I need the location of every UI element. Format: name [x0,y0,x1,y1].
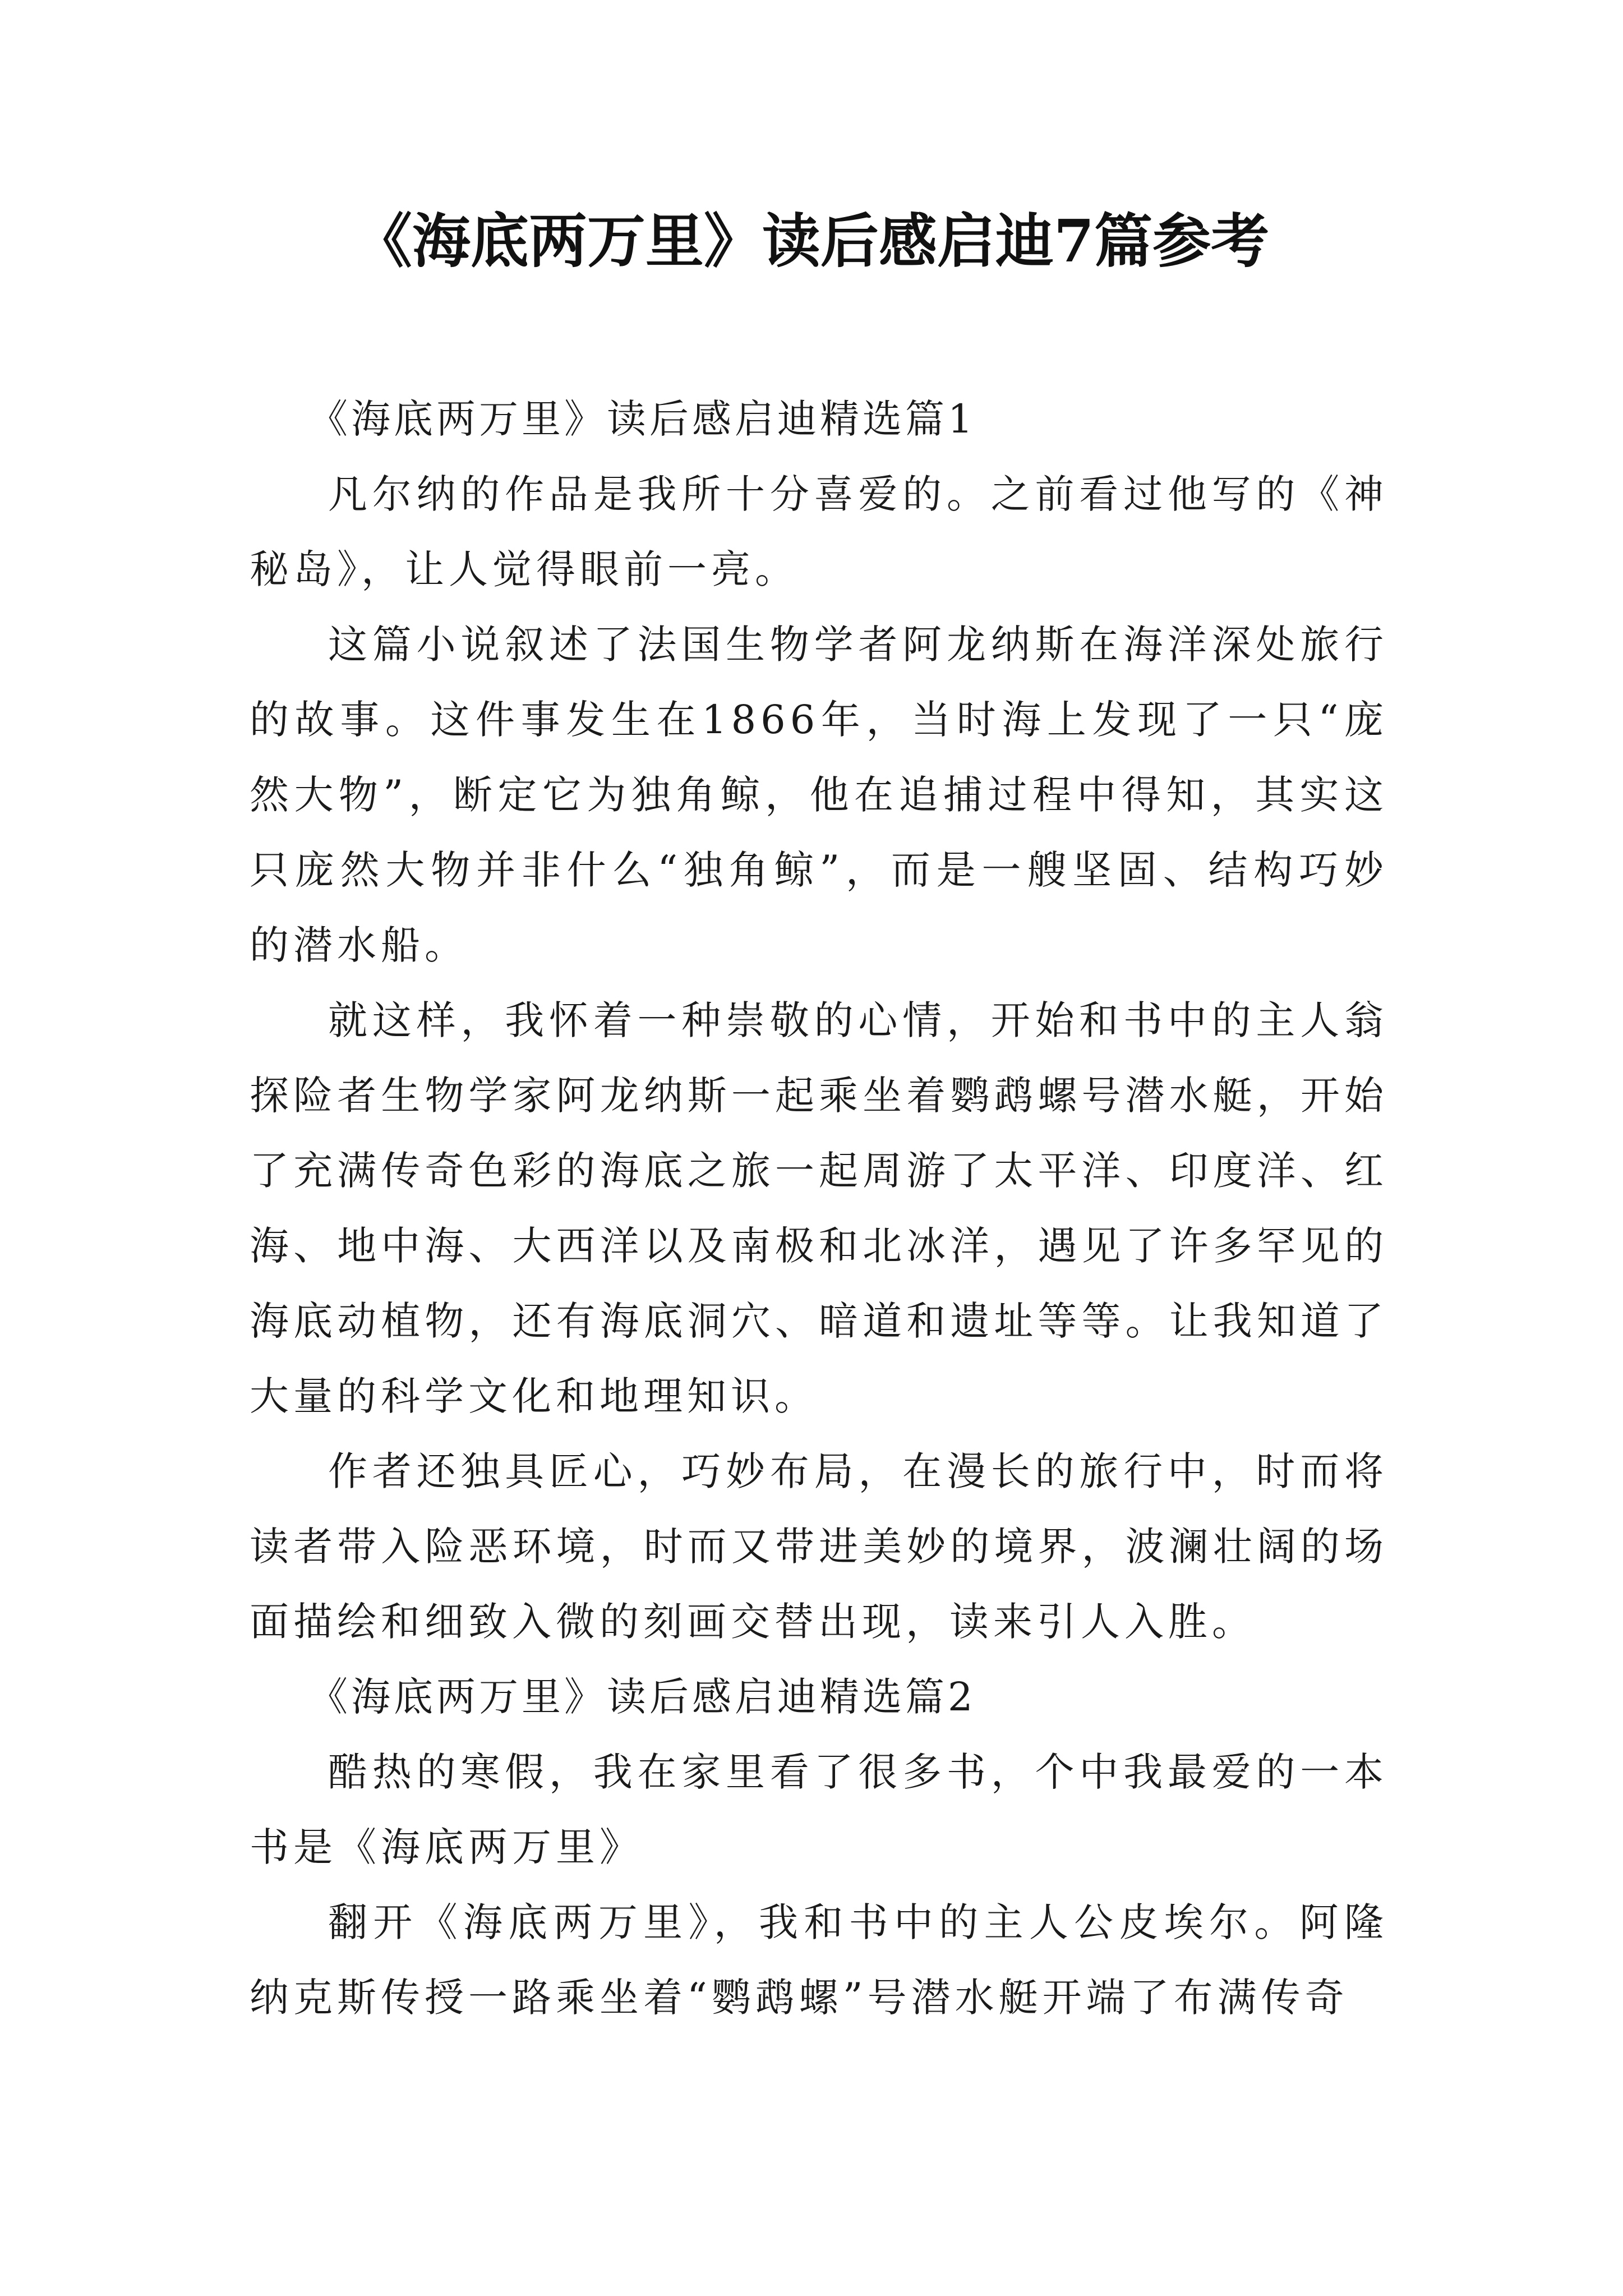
paragraph-4: 作者还独具匠心，巧妙布局，在漫长的旅行中，时而将读者带入险恶环境，时而又带进美妙的境界，波澜壮阔的场面描绘和细致入微的刻画交替出现，读来引人入胜。 [250,1448,1388,1645]
paragraph-2: 这篇小说叙述了法国生物学者阿龙纳斯在海洋深处旅行的故事。这件事发生在1866年，当时海上发现了一只“庞然大物”，断定它为独角鲸，他在追捕过程中得知，其实这只庞然大物并非什么“独角鲸”，而是一艘坚固、结构巧妙的潜水船。 [250,622,1388,968]
section-heading-2: 《海底两万里》读后感启迪精选篇2 [308,1674,976,1720]
section-heading-1: 《海底两万里》读后感启迪精选篇1 [308,396,976,442]
paragraph-5: 酷热的寒假，我在家里看了很多书，个中我最爱的一本书是《海底两万里》 [250,1749,1388,1870]
paragraph-3: 就这样，我怀着一种崇敬的心情，开始和书中的主人翁探险者生物学家阿龙纳斯一起乘坐着鹦鹉螺号潜水艇，开始了充满传奇色彩的海底之旅一起周游了太平洋、印度洋、红海、地中海、大西洋以及南极和北冰洋，遇见了许多罕见的海底动植物，还有海底洞穴、暗道和遗址等等。让我知道了大量的科学文化和地理知识。 [250,997,1388,1419]
document-body [250,381,1388,2035]
document-title: 《海底两万里》读后感启迪7篇参考 [353,206,1270,275]
paragraph-6: 翻开《海底两万里》，我和书中的主人公皮埃尔。阿隆纳克斯传授一路乘坐着“鹦鹉螺”号潜水艇开端了布满传奇 [250,1899,1388,2021]
paragraph-1: 凡尔纳的作品是我所十分喜爱的。之前看过他写的《神秘岛》，让人觉得眼前一亮。 [250,471,1388,592]
